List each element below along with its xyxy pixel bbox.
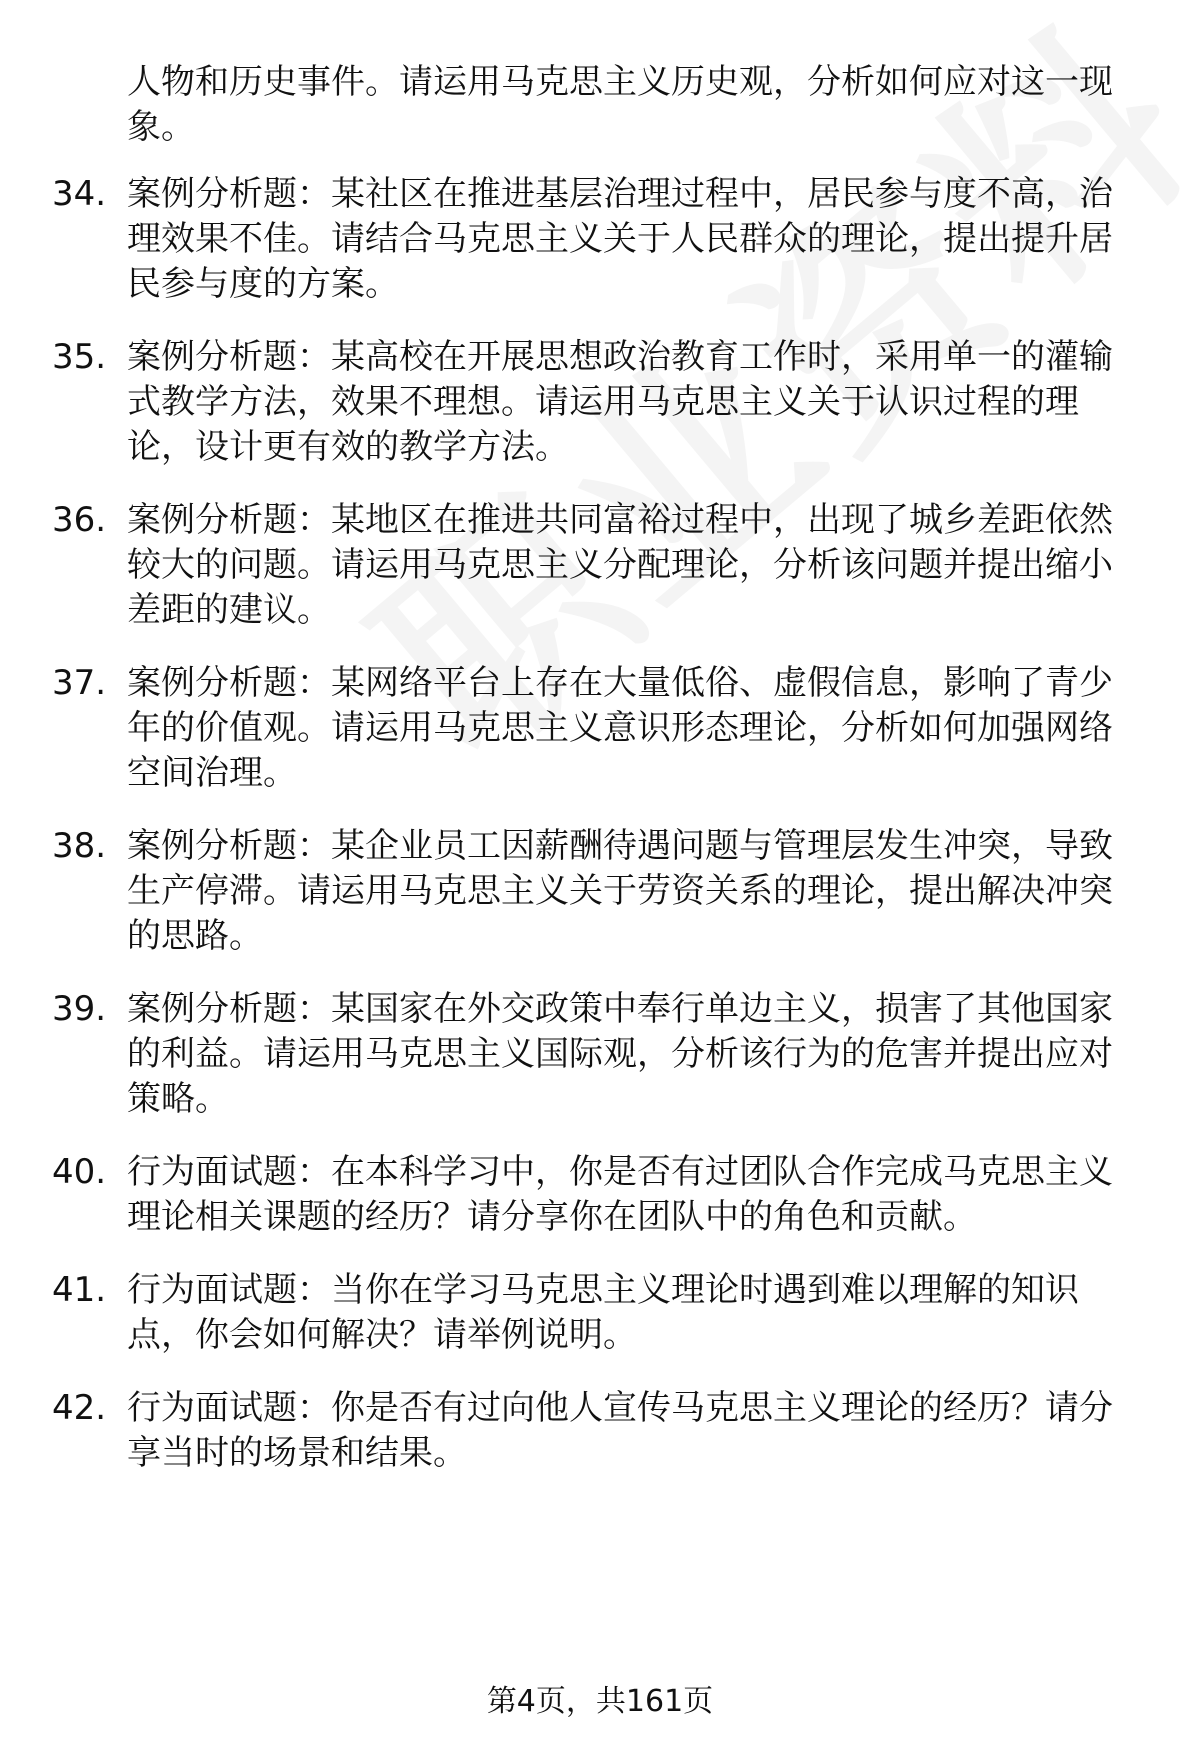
question-text: 案例分析题：某地区在推进共同富裕过程中，出现了城乡差距依然较大的问题。请运用马克思主义分配理论，分析该问题并提出缩小差距的建议。 <box>127 500 1113 630</box>
question-text: 案例分析题：某企业员工因薪酬待遇问题与管理层发生冲突，导致生产停滞。请运用马克思主义关于劳资关系的理论，提出解决冲突的思路。 <box>127 826 1113 956</box>
question-text: 案例分析题：某国家在外交政策中奉行单边主义，损害了其他国家的利益。请运用马克思主义国际观，分析该行为的危害并提出应对策略。 <box>127 989 1113 1119</box>
question-number: 40. <box>52 1152 107 1192</box>
question-text: 行为面试题：你是否有过向他人宣传马克思主义理论的经历？请分享当时的场景和结果。 <box>127 1388 1113 1473</box>
question-text: 案例分析题：某社区在推进基层治理过程中，居民参与度不高，治理效果不佳。请结合马克思主义关于人民群众的理论，提出提升居民参与度的方案。 <box>127 174 1113 304</box>
question-number: 38. <box>52 826 107 866</box>
question-number: 36. <box>52 500 107 540</box>
question-number: 37. <box>52 663 107 703</box>
question-text: 案例分析题：某网络平台上存在大量低俗、虚假信息，影响了青少年的价值观。请运用马克思主义意识形态理论，分析如何加强网络空间治理。 <box>127 663 1113 793</box>
question-text: 行为面试题：在本科学习中，你是否有过团队合作完成马克思主义理论相关课题的经历？请分享你在团队中的角色和贡献。 <box>127 1152 1113 1237</box>
question-number: 39. <box>52 989 107 1029</box>
question-number: 35. <box>52 337 107 377</box>
question-number: 34. <box>52 174 107 214</box>
question-text: 案例分析题：某高校在开展思想政治教育工作时，采用单一的灌输式教学方法，效果不理想。请运用马克思主义关于认识过程的理论，设计更有效的教学方法。 <box>127 337 1113 467</box>
question-number: 41. <box>52 1270 107 1310</box>
continued-question-text: 人物和历史事件。请运用马克思主义历史观，分析如何应对这一现象。 <box>127 62 1113 147</box>
page-footer: 第4页，共161页 <box>486 1684 714 1719</box>
question-number: 42. <box>52 1388 107 1428</box>
question-text: 行为面试题：当你在学习马克思主义理论时遇到难以理解的知识点，你会如何解决？请举例说明。 <box>127 1270 1079 1355</box>
